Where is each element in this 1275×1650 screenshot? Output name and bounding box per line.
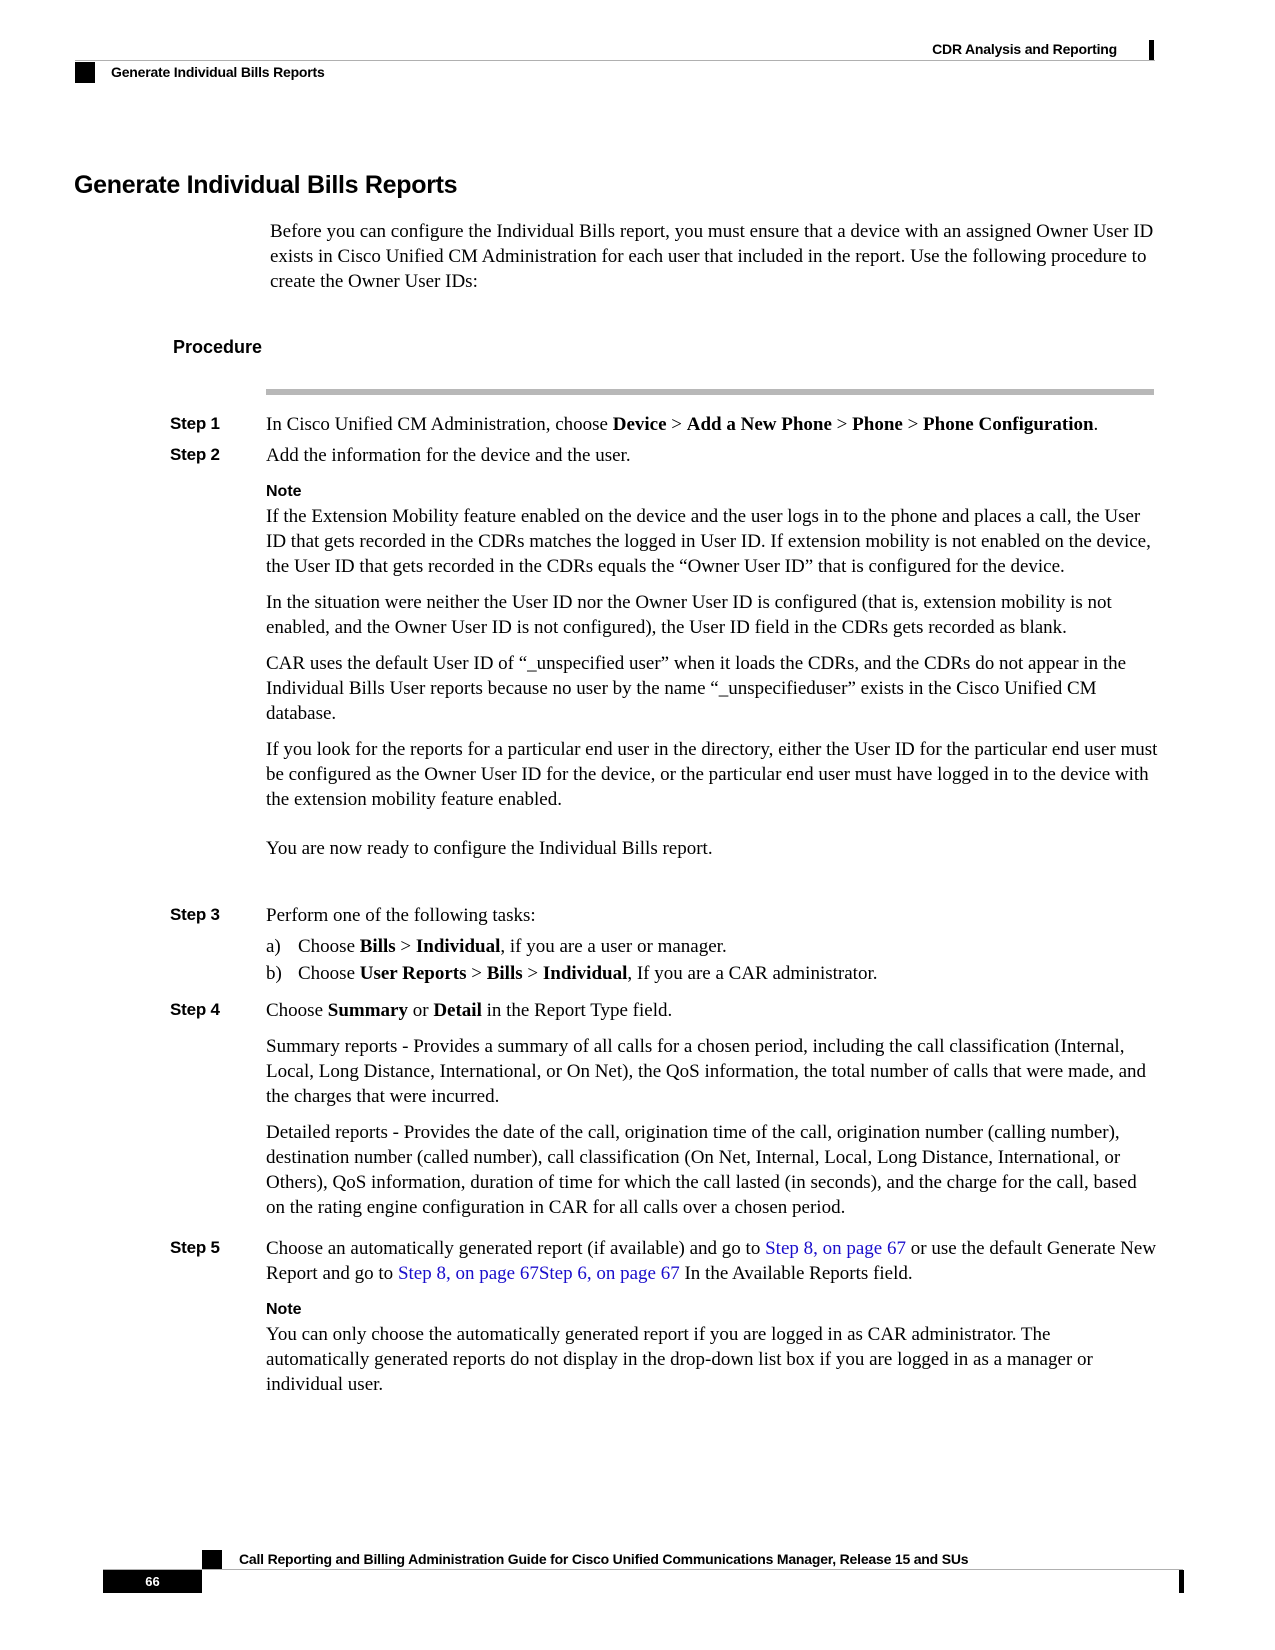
text: Choose xyxy=(298,963,360,984)
note-paragraph: You can only choose the automatically generated report if you are logged in as CAR administrator. The automatically generated reports do not display in the drop-down list box if you are logged in as a manager or individual user. xyxy=(266,1324,1093,1395)
chapter-title: CDR Analysis and Reporting xyxy=(932,41,1117,57)
menu-bills: Bills xyxy=(359,936,396,957)
note-label: Note xyxy=(266,483,302,500)
chapter-marker xyxy=(1149,40,1154,60)
sep: > xyxy=(466,963,487,984)
page-number: 66 xyxy=(145,1574,160,1589)
menu-phone: Phone xyxy=(852,414,903,435)
section-marker xyxy=(75,62,95,83)
text: in the Report Type field. xyxy=(481,1000,673,1021)
step-1-pre: In Cisco Unified CM Administration, choose xyxy=(266,414,613,435)
procedure-label: Procedure xyxy=(173,337,263,357)
substep-marker: a) xyxy=(266,936,281,957)
step-3-text: Perform one of the following tasks: xyxy=(266,905,536,926)
step-2-label: Step 2 xyxy=(170,445,220,464)
option-detail: Detail xyxy=(433,1000,482,1021)
substep-a xyxy=(266,934,1158,959)
menu-individual: Individual xyxy=(415,936,501,957)
step-3-label: Step 3 xyxy=(170,905,220,924)
note-label: Note xyxy=(266,1301,302,1318)
menu-bills: Bills xyxy=(486,963,523,984)
note-paragraph: If you look for the reports for a particular end user in the directory, either the User ID for the particular end user must be configured as the Owner User ID for the device, or the particular end user must have logged in to the device with the extension mobility feature enabled. xyxy=(266,739,1158,810)
menu-individual: Individual xyxy=(542,963,628,984)
footer-rule xyxy=(103,1569,1183,1570)
summary-paragraph: Summary reports - Provides a summary of all calls for a chosen period, including the call classification (Internal, Local, Long Distance, International, or On Net), the QoS information, the total number of calls that were made, and the charges that were incurred. xyxy=(266,1036,1147,1107)
text: , if you are a user or manager. xyxy=(500,936,727,957)
substep-b xyxy=(266,961,1158,986)
menu-phone-configuration: Phone Configuration xyxy=(923,414,1094,435)
step-2-text: Add the information for the device and the user. xyxy=(266,445,631,466)
header-rule xyxy=(75,60,1155,61)
sep: > xyxy=(831,414,853,435)
substep-marker: b) xyxy=(266,963,282,984)
note-paragraph: In the situation were neither the User ID nor the Owner User ID is configured (that is, extension mobility is not enabled, and the Owner User ID is not configured), the User ID field in the CDRs gets recorded as blank. xyxy=(266,592,1112,638)
text: or xyxy=(407,1000,434,1021)
footer-title: Call Reporting and Billing Administration Guide for Cisco Unified Communications Manager, Release 15 and SUs xyxy=(239,1551,969,1567)
text: or use the default Generate New Report and go to xyxy=(266,1238,1157,1284)
note-paragraph: CAR uses the default User ID of “_unspecified user” when it loads the CDRs, and the CDRs do not appear in the Individual Bills User reports because no user by the name “_unspecifieduser” exists in the Cisco Unified CM database. xyxy=(266,653,1127,724)
ready-paragraph: You are now ready to configure the Individual Bills report. xyxy=(266,838,713,859)
text: , If you are a CAR administrator. xyxy=(627,963,878,984)
sep: > xyxy=(666,414,687,435)
note-paragraph: If the Extension Mobility feature enabled on the device and the user logs in to the phone and places a call, the User ID that gets recorded in the CDRs matches the logged in User ID. If extension mobility is not enabled on the device, the User ID that gets recorded in the CDRs equals the “Owner User ID” that is configured for the device. xyxy=(266,506,1151,577)
step-4-label: Step 4 xyxy=(170,1000,220,1019)
menu-user-reports: User Reports xyxy=(359,963,467,984)
text: Choose an automatically generated report (if available) and go to xyxy=(266,1238,766,1259)
section-title: Generate Individual Bills Reports xyxy=(111,64,325,80)
menu-device: Device xyxy=(612,414,667,435)
sep: > xyxy=(902,414,924,435)
menu-add-new-phone: Add a New Phone xyxy=(686,414,832,435)
footer-edge-marker xyxy=(1179,1570,1184,1593)
text: In the Available Reports field. xyxy=(679,1263,913,1284)
step-1-text xyxy=(266,412,1166,437)
step-5-text xyxy=(266,1236,1158,1286)
step-8-step-6-link[interactable]: Step 8, on page 67Step 6, on page 67 xyxy=(397,1263,680,1284)
page-number-box xyxy=(103,1570,202,1593)
step-5-label: Step 5 xyxy=(170,1238,220,1257)
text: Choose xyxy=(298,936,360,957)
step-4-text xyxy=(266,998,1158,1023)
sep: > xyxy=(522,963,543,984)
footer-marker xyxy=(202,1550,222,1570)
text: Choose xyxy=(266,1000,328,1021)
step-1-label: Step 1 xyxy=(170,414,220,433)
step-8-link[interactable]: Step 8, on page 67 xyxy=(765,1238,906,1259)
sep: > xyxy=(395,936,416,957)
page-title: Generate Individual Bills Reports xyxy=(74,171,458,199)
option-summary: Summary xyxy=(327,1000,408,1021)
step-1-post: . xyxy=(1093,414,1099,435)
detail-paragraph: Detailed reports - Provides the date of the call, origination time of the call, origination number (calling number), destination number (called number), call classification (On Net, Internal, Local, Long Distance, International, or Others), QoS information, duration of time for which the call lasted (in seconds), and the charge for the call, based on the rating engine configuration in CAR for all calls over a chosen period. xyxy=(266,1122,1137,1218)
procedure-rule xyxy=(266,389,1154,395)
intro-paragraph: Before you can configure the Individual Bills report, you must ensure that a device with an assigned Owner User ID exists in Cisco Unified CM Administration for each user that included in the report. Use the following procedure to create the Owner User IDs: xyxy=(270,221,1154,292)
